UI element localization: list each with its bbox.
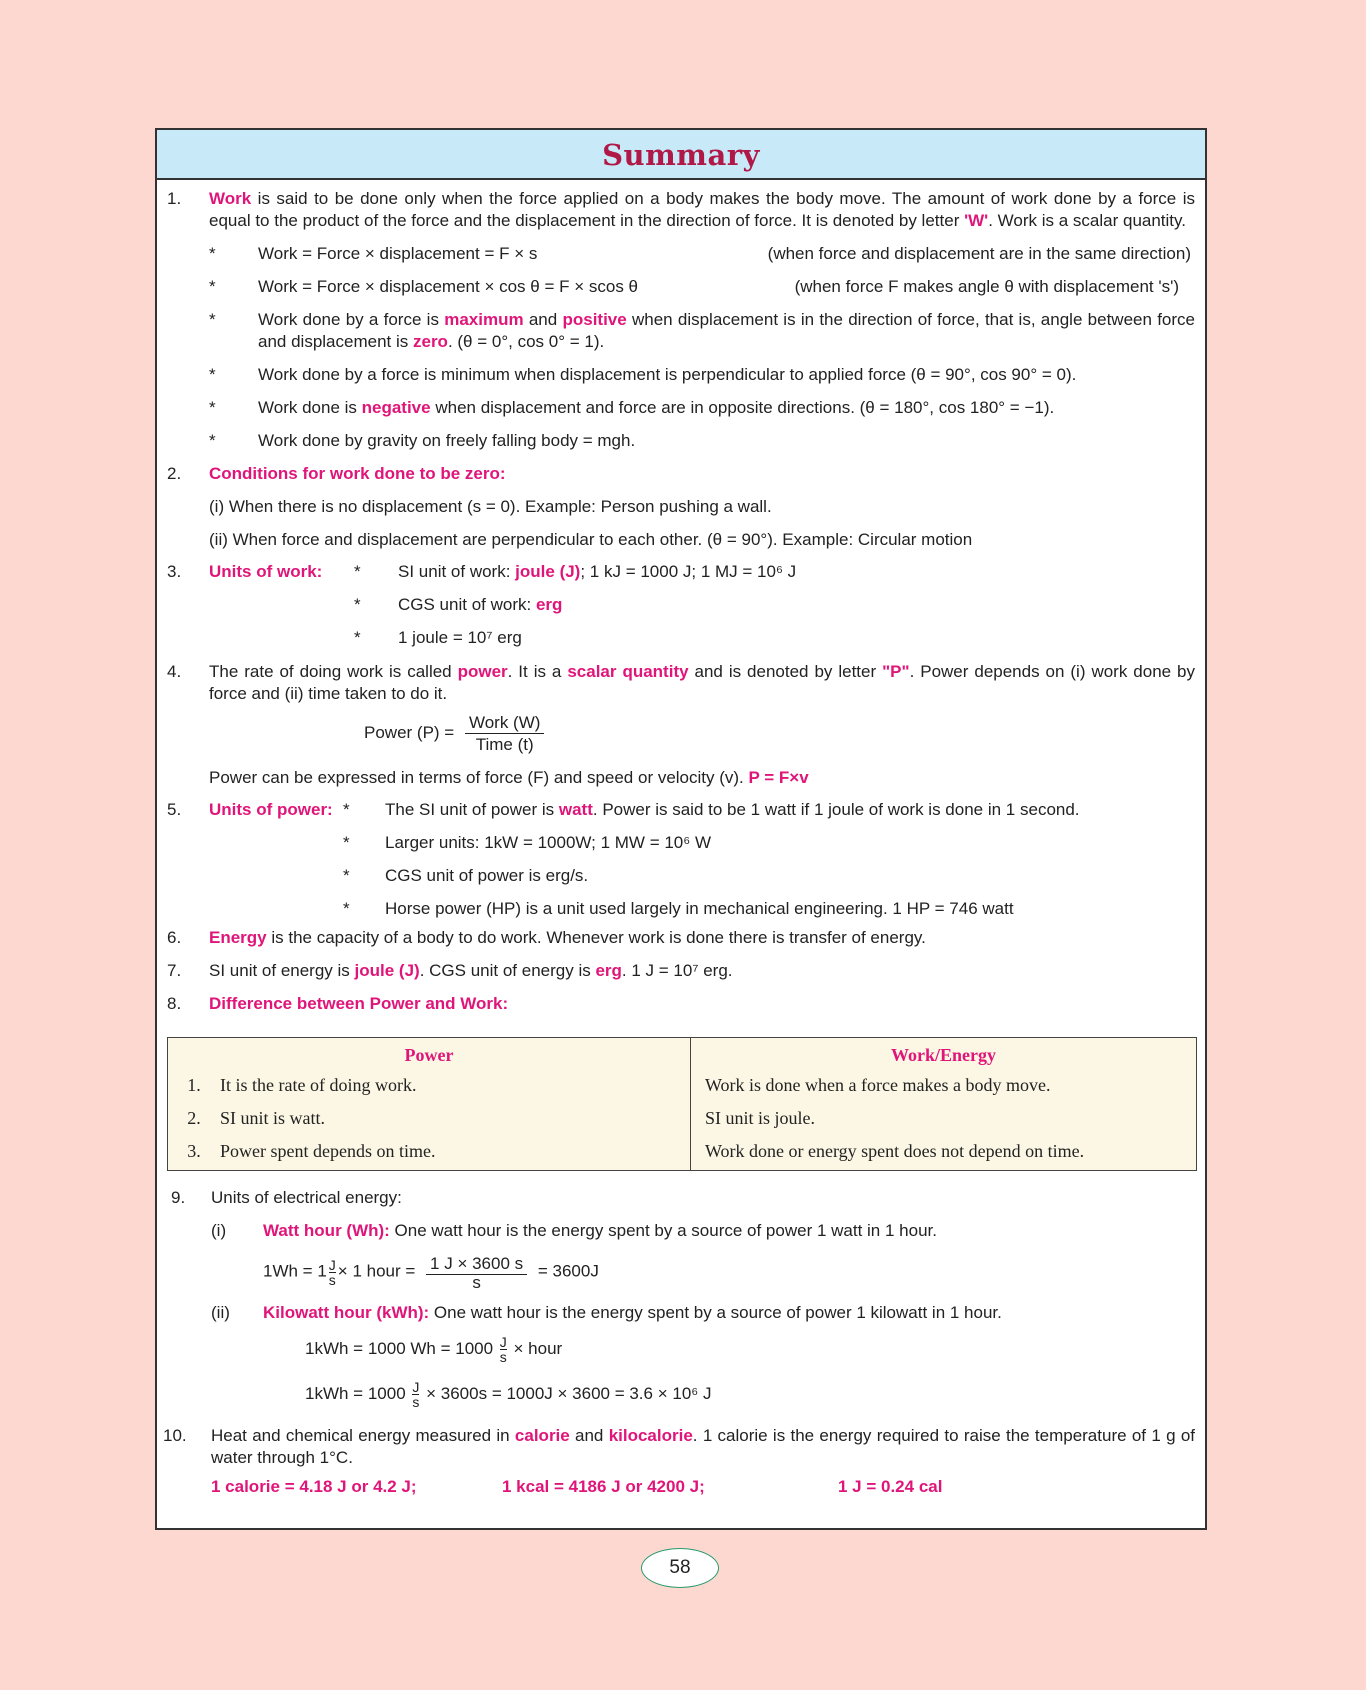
- eq-text: 1kWh = 1000 Wh = 1000: [305, 1338, 494, 1358]
- term-w: 'W': [964, 211, 989, 230]
- text: One watt hour is the energy spent by a source of power 1 watt in 1 hour.: [389, 1221, 937, 1240]
- text: . Power is said to be 1 watt if 1 joule of work is done in 1 second.: [592, 800, 1080, 819]
- bullet: *: [354, 562, 361, 581]
- table-row: [168, 1107, 690, 1129]
- eq-text: × 1 hour =: [337, 1261, 416, 1281]
- joule-erg: 1 joule = 10⁷ erg: [398, 628, 522, 647]
- power-header: Power: [404, 1045, 454, 1065]
- horse-power-row: [167, 899, 1195, 921]
- text: . (θ = 0°, cos 0° = 1).: [447, 332, 605, 351]
- table-row: [691, 1074, 1196, 1096]
- text: Work done is: [258, 398, 362, 417]
- larger-units-row: [167, 833, 1195, 855]
- item-7: [167, 960, 1195, 982]
- j-per-s-fraction: [500, 1335, 507, 1364]
- term-erg: erg: [535, 595, 563, 614]
- item-number: 6.: [167, 928, 182, 947]
- text: One watt hour is the energy spent by a source of power 1 kilowatt in 1 hour.: [429, 1303, 1002, 1322]
- kilowatt-hour-row: [211, 1302, 1195, 1324]
- text: is said to be done only when the force applied on a body makes the body move. The amount of work done by a force is equal to the product of the force and the displacement in the direction of force. It is denoted by letter: [209, 189, 1195, 230]
- item-4: [167, 661, 1195, 705]
- calorie-conversion: 1 calorie = 4.18 J or 4.2 J;: [211, 1477, 417, 1496]
- text: Work done by gravity on freely falling body = mgh.: [258, 431, 636, 450]
- term-energy: Energy: [209, 928, 267, 947]
- zero-condition-1: [209, 496, 1195, 518]
- term-kilocalorie: kilocalorie: [608, 1426, 693, 1445]
- bullet: *: [209, 244, 216, 263]
- roman-number: (ii): [211, 1303, 230, 1322]
- formula-note: (when force F makes angle θ with displacement 's'): [794, 277, 1179, 296]
- cgs-unit-power: CGS unit of power is erg/s.: [385, 866, 589, 885]
- term-watt: watt: [558, 800, 593, 819]
- larger-units: Larger units: 1kW = 1000W; 1 MW = 10⁶ W: [385, 833, 712, 852]
- power-force-velocity: [167, 767, 1195, 789]
- term-scalar: scalar quantity: [567, 662, 689, 681]
- text: SI unit of work:: [398, 562, 516, 581]
- power-eq-lhs: Power (P) =: [364, 722, 455, 742]
- bullet: *: [343, 833, 350, 852]
- text: is the capacity of a body to do work. Whenever work is done there is transfer of energy.: [266, 928, 926, 947]
- text: CGS unit of work:: [398, 595, 536, 614]
- bullet: *: [209, 310, 216, 329]
- work-point-max: [209, 309, 1195, 353]
- watt-hour-row: [211, 1220, 1195, 1242]
- text: when displacement and force are in opposite directions. (θ = 180°, cos 180° = −1).: [430, 398, 1055, 417]
- term-maximum: maximum: [444, 310, 524, 329]
- item-3: [167, 562, 1195, 584]
- summary-content: [163, 188, 1196, 1497]
- power-cell: It is the rate of doing work.: [220, 1075, 417, 1095]
- item-2: [167, 463, 1195, 485]
- power-work-table: [167, 1037, 1197, 1171]
- item-3-label: Units of work:: [209, 562, 323, 581]
- row-number: 2.: [187, 1108, 201, 1128]
- fraction-numerator: Work (W): [465, 712, 544, 734]
- item-2-title: Conditions for work done to be zero:: [209, 464, 506, 483]
- item-number: 4.: [167, 662, 182, 681]
- term-zero: zero: [412, 332, 448, 351]
- table-row: [691, 1107, 1196, 1129]
- text: when displacement is in the direction of force, that is, angle between force and displacement is: [258, 310, 1195, 351]
- summary-header: [157, 130, 1205, 180]
- term-positive: positive: [562, 310, 627, 329]
- horse-power: Horse power (HP) is a unit used largely in mechanical engineering. 1 HP = 746 watt: [385, 899, 1014, 918]
- item-10: [163, 1425, 1195, 1469]
- work-formula-2: [209, 276, 1195, 298]
- kcal-conversion: 1 kcal = 4186 J or 4200 J;: [502, 1477, 705, 1496]
- text: Work done by a force is minimum when displacement is perpendicular to applied force (θ = 90°, cos 90° = 0).: [258, 365, 1077, 384]
- table-row: [168, 1074, 690, 1096]
- item-8: [167, 993, 1195, 1015]
- term-erg: erg: [595, 961, 622, 980]
- bullet: *: [343, 899, 350, 918]
- fraction-numerator: J: [412, 1379, 420, 1395]
- zero-condition-2: [209, 529, 1195, 551]
- power-cell: SI unit is watt.: [220, 1108, 326, 1128]
- item-number: 1.: [167, 189, 182, 208]
- bullet: *: [343, 866, 350, 885]
- work-formula-1: [209, 243, 1195, 265]
- item-1: [167, 188, 1195, 232]
- cgs-unit-work: [398, 595, 562, 615]
- work-cell: SI unit is joule.: [705, 1108, 816, 1128]
- summary-box: [155, 128, 1207, 1530]
- eq-text: × hour: [513, 1338, 563, 1358]
- table-row: [168, 1140, 690, 1162]
- work-point-min: [209, 364, 1195, 386]
- work-point-negative: [209, 397, 1195, 419]
- eq-text: 1kWh = 1000: [305, 1383, 406, 1403]
- formula: Work = Force × displacement = F × s: [258, 244, 538, 263]
- bullet: *: [354, 628, 361, 647]
- text: SI unit of energy is: [209, 961, 355, 980]
- item-9: [167, 1187, 1195, 1209]
- text: The SI unit of power is: [385, 800, 559, 819]
- power-formula: P = F×v: [748, 768, 809, 787]
- fraction-denominator: s: [328, 1271, 336, 1288]
- si-unit-work: [398, 562, 796, 582]
- power-fraction: [465, 712, 544, 755]
- j-per-s-fraction: [329, 1258, 336, 1287]
- page-number: 58: [641, 1548, 719, 1588]
- row-number: 3.: [187, 1141, 201, 1161]
- text: The rate of doing work is called: [209, 662, 458, 681]
- text: (ii) When force and displacement are perpendicular to each other. (θ = 90°). Example: Circular motion: [209, 530, 973, 549]
- item-number: 9.: [171, 1188, 186, 1207]
- fraction-numerator: J: [328, 1256, 336, 1273]
- power-column: [168, 1038, 691, 1171]
- item-number: 8.: [167, 994, 182, 1013]
- work-cell: Work done or energy spent does not depend on time.: [705, 1141, 1085, 1161]
- watt-hour-fraction: [426, 1253, 527, 1291]
- formula-note: (when force and displacement are in the same direction): [767, 244, 1191, 263]
- item-5-label: Units of power:: [209, 800, 333, 819]
- term-kilowatt-hour: Kilowatt hour (kWh):: [263, 1303, 430, 1322]
- text: . It is a: [507, 662, 568, 681]
- work-column: [691, 1038, 1197, 1171]
- fraction-denominator: s: [499, 1349, 507, 1365]
- text: ; 1 kJ = 1000 J; 1 MJ = 10⁶ J: [580, 562, 797, 581]
- fraction-numerator: J: [499, 1334, 507, 1350]
- item-number: 10.: [163, 1426, 187, 1445]
- text: Power can be expressed in terms of force (F) and speed or velocity (v).: [209, 768, 749, 787]
- power-cell: Power spent depends on time.: [220, 1141, 436, 1161]
- item-number: 5.: [167, 800, 182, 819]
- kwh-equation-1: [305, 1335, 1195, 1364]
- power-equation: [364, 712, 1195, 755]
- table-row: [691, 1140, 1196, 1162]
- term-work: Work: [209, 189, 252, 208]
- term-power: power: [457, 662, 508, 681]
- item-6: [167, 927, 1195, 949]
- text: . CGS unit of energy is: [419, 961, 596, 980]
- text: and: [523, 310, 563, 329]
- text: and: [569, 1426, 609, 1445]
- bullet: *: [343, 800, 350, 819]
- watt-hour-equation: [263, 1253, 1195, 1291]
- item-number: 7.: [167, 961, 182, 980]
- text: and is denoted by letter: [688, 662, 883, 681]
- cgs-unit-work-row: [167, 595, 1195, 617]
- text: Heat and chemical energy measured in: [211, 1426, 515, 1445]
- bullet: *: [209, 365, 216, 384]
- item-5: [167, 800, 1195, 822]
- term-calorie: calorie: [514, 1426, 570, 1445]
- eq-text: × 3600s = 1000J × 3600 = 3.6 × 10⁶ J: [426, 1383, 712, 1403]
- term-joule: joule (J): [515, 562, 581, 581]
- energy-conversions: [211, 1477, 1195, 1497]
- text: (i) When there is no displacement (s = 0). Example: Person pushing a wall.: [209, 497, 772, 516]
- text: . 1 J = 10⁷ erg.: [621, 961, 733, 980]
- row-number: 1.: [187, 1075, 201, 1095]
- bullet: *: [209, 398, 216, 417]
- text: . Power depends on (i) work done by force and (ii) time taken to do it.: [209, 662, 1196, 703]
- fraction-numerator: 1 J × 3600 s: [426, 1253, 527, 1275]
- joule-erg-row: [167, 628, 1195, 650]
- kwh-equation-2: [305, 1380, 1195, 1409]
- bullet: *: [354, 595, 361, 614]
- term-negative: negative: [361, 398, 431, 417]
- term-watt-hour: Watt hour (Wh):: [263, 1221, 390, 1240]
- formula: Work = Force × displacement × cos θ = F × scos θ: [258, 277, 638, 296]
- text: Work done by a force is: [258, 310, 445, 329]
- bullet: *: [209, 431, 216, 450]
- item-number: 2.: [167, 464, 182, 483]
- fraction-denominator: s: [412, 1394, 420, 1410]
- item-8-title: Difference between Power and Work:: [209, 994, 509, 1013]
- fraction-denominator: s: [472, 1273, 481, 1292]
- roman-number: (i): [211, 1221, 227, 1240]
- si-unit-power: [385, 800, 1080, 820]
- term-p: "P": [882, 662, 910, 681]
- work-cell: Work is done when a force makes a body move.: [705, 1075, 1051, 1095]
- cgs-power-row: [167, 866, 1195, 888]
- summary-title: Summary: [602, 138, 760, 172]
- work-header: Work/Energy: [890, 1045, 996, 1065]
- j-per-s-fraction: [412, 1380, 419, 1409]
- item-1-text: [209, 188, 1195, 232]
- text: . Work is a scalar quantity.: [988, 211, 1186, 230]
- eq-text: = 3600J: [537, 1261, 599, 1281]
- bullet: *: [209, 277, 216, 296]
- eq-text: 1Wh = 1: [263, 1261, 327, 1281]
- text: . 1 calorie is the energy required to raise the temperature of 1 g of water through 1°C.: [211, 1426, 1195, 1467]
- term-joule: joule (J): [354, 961, 420, 980]
- item-number: 3.: [167, 562, 182, 581]
- fraction-denominator: Time (t): [475, 735, 534, 754]
- work-point-gravity: [209, 430, 1195, 452]
- item-9-title: Units of electrical energy:: [211, 1188, 402, 1207]
- joule-conversion: 1 J = 0.24 cal: [838, 1477, 943, 1496]
